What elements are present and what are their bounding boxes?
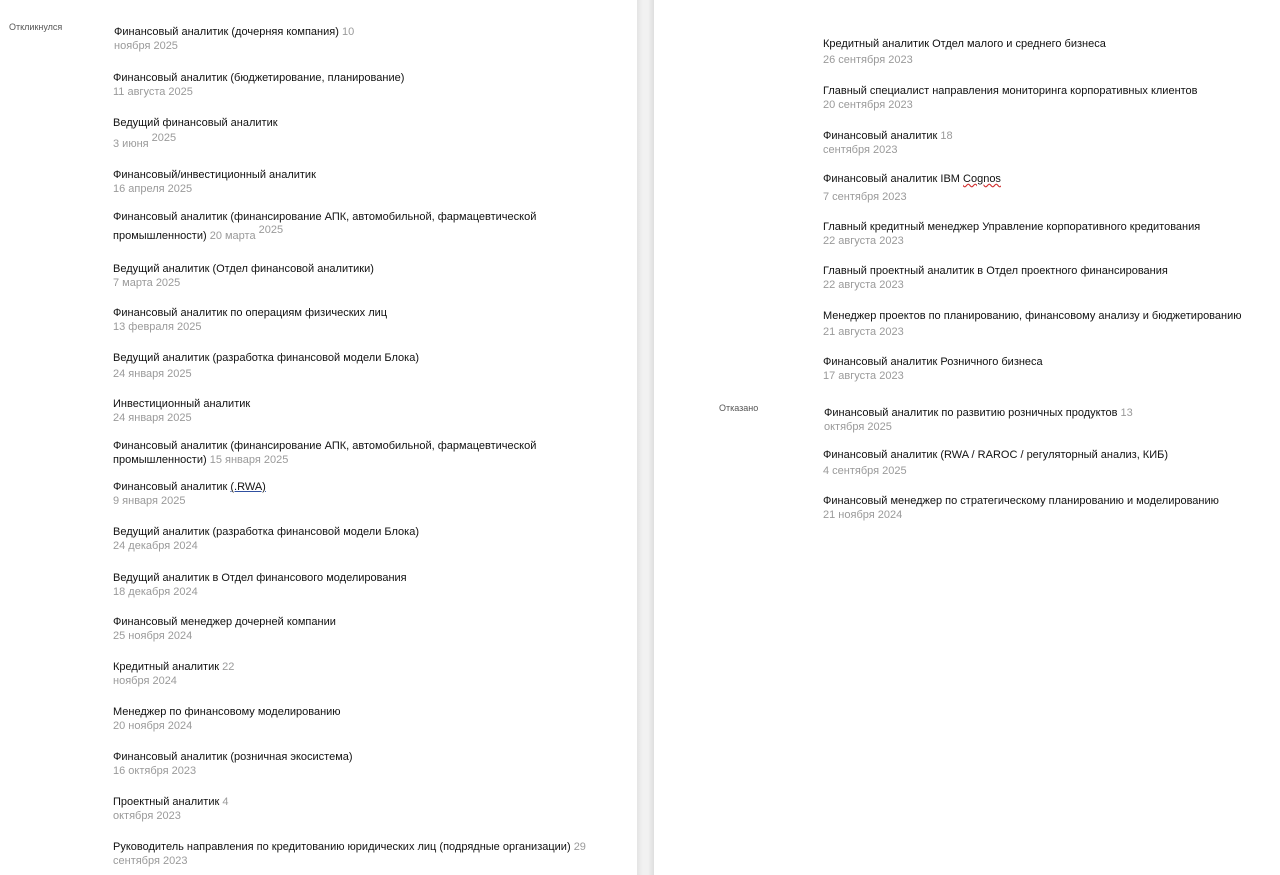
item-date: 10 — [341, 26, 355, 38]
item-date: 22 августа 2023 — [823, 279, 904, 291]
list-item — [113, 306, 583, 334]
item-date: октября 2025 — [824, 421, 892, 433]
list-item — [113, 116, 583, 151]
item-title: промышленности) — [113, 230, 207, 242]
page-gutter — [637, 0, 654, 875]
list-item — [823, 494, 1280, 522]
item-date: 24 января 2025 — [113, 412, 192, 424]
item-date: 11 августа 2025 — [113, 86, 193, 98]
item-date: 21 ноября 2024 — [823, 509, 903, 521]
item-title: Менеджер по финансовому моделированию — [113, 706, 341, 718]
item-date: 20 марта — [209, 230, 256, 242]
list-item — [823, 37, 1280, 67]
item-title: Менеджер проектов по планированию, финансовому анализу и бюджетированию — [823, 310, 1242, 322]
item-date: 2025 — [258, 224, 284, 236]
list-item — [114, 25, 584, 53]
list-item — [823, 309, 1280, 339]
list-item — [113, 480, 583, 508]
item-title: Финансовый/инвестиционный аналитик — [113, 169, 316, 181]
item-title: Финансовый аналитик (финансирование АПК, автомобильной, фармацевтической — [113, 440, 537, 452]
list-item — [113, 705, 583, 733]
item-date: 24 января 2025 — [113, 368, 192, 380]
list-item — [823, 220, 1280, 248]
item-title: Финансовый аналитик по развитию розничных продуктов — [824, 407, 1118, 419]
list-item — [113, 397, 583, 425]
section-label-responded: Откликнулся — [9, 22, 63, 32]
list-item — [113, 351, 583, 381]
item-date: 13 февраля 2025 — [113, 321, 202, 333]
item-date: 16 октября 2023 — [113, 765, 197, 777]
list-item — [823, 84, 1280, 112]
item-title: Проектный аналитик — [113, 796, 220, 808]
item-date: 7 сентября 2023 — [823, 191, 907, 203]
item-date: 4 — [222, 796, 229, 808]
item-date: 20 сентября 2023 — [823, 99, 913, 111]
item-date: ноября 2024 — [113, 675, 177, 687]
item-date: 22 — [222, 661, 235, 673]
item-date: 24 декабря 2024 — [113, 540, 198, 552]
item-title: Финансовый аналитик — [113, 481, 231, 493]
item-title: Ведущий аналитик (разработка финансовой модели Блока) — [113, 352, 420, 364]
item-title: Главный проектный аналитик в Отдел проектного финансирования — [823, 265, 1168, 277]
item-title: Финансовый менеджер дочерней компании — [113, 616, 336, 628]
item-title: Финансовый аналитик (бюджетирование, планирование) — [113, 72, 405, 84]
left-page — [0, 0, 637, 875]
list-item — [823, 448, 1280, 478]
list-item — [823, 355, 1280, 383]
item-title: Ведущий аналитик (разработка финансовой модели Блока) — [113, 526, 420, 538]
item-date: сентября 2023 — [113, 855, 188, 867]
item-title: промышленности) — [113, 454, 207, 466]
item-title: Ведущий финансовый аналитик — [113, 117, 278, 129]
list-item — [113, 71, 583, 99]
item-title: Финансовый аналитик (RWA / RAROC / регуляторный анализ, КИБ) — [823, 449, 1169, 461]
list-item — [113, 439, 613, 467]
item-date: 29 — [573, 841, 586, 853]
item-title: Главный специалист направления мониторинга корпоративных клиентов — [823, 85, 1198, 97]
item-date: сентября 2023 — [823, 144, 898, 156]
item-title: Финансовый аналитик (розничная экосистема) — [113, 751, 353, 763]
item-title: Финансовый аналитик (дочерняя компания) — [114, 26, 339, 38]
item-date: 9 января 2025 — [113, 495, 186, 507]
item-title: Финансовый менеджер по стратегическому планированию и моделированию — [823, 495, 1219, 507]
item-title: Финансовый аналитик IBM — [823, 173, 964, 185]
item-title: Ведущий аналитик (Отдел финансовой аналитики) — [113, 263, 374, 275]
item-title: Финансовый аналитик Розничного бизнеса — [823, 356, 1043, 368]
item-title: Кредитный аналитик Отдел малого и среднего бизнеса — [823, 38, 1106, 50]
list-item — [113, 525, 583, 553]
item-date: 22 августа 2023 — [823, 235, 904, 247]
item-title: Ведущий аналитик в Отдел финансового моделирования — [113, 572, 407, 584]
list-item — [824, 406, 1280, 434]
item-title: Инвестиционный аналитик — [113, 398, 251, 410]
list-item — [113, 262, 583, 290]
item-date: 20 ноября 2024 — [113, 720, 193, 732]
list-item — [113, 168, 583, 196]
item-date: октября 2023 — [113, 810, 181, 822]
list-item — [113, 840, 633, 868]
item-date: 18 — [940, 130, 953, 142]
item-date: 16 апреля 2025 — [113, 183, 193, 195]
item-title: Кредитный аналитик — [113, 661, 220, 673]
item-date: 4 сентября 2025 — [823, 465, 907, 477]
right-page — [654, 0, 1280, 875]
list-item — [823, 264, 1280, 292]
item-date: 13 — [1120, 407, 1133, 419]
item-title: Руководитель направления по кредитованию юридических лиц (подрядные организации) — [113, 841, 571, 853]
rwa-link[interactable]: (.RWA) — [230, 481, 266, 493]
list-item — [823, 172, 1280, 204]
misspelled-word: Cognos — [963, 173, 1001, 185]
item-title: Финансовый аналитик — [823, 130, 938, 142]
item-date: 7 марта 2025 — [113, 277, 181, 289]
list-item — [823, 129, 1280, 157]
item-date: ноября 2025 — [114, 40, 178, 52]
list-item — [113, 795, 583, 823]
item-date: 26 сентября 2023 — [823, 54, 913, 66]
item-date: 25 ноября 2024 — [113, 630, 193, 642]
item-date: 3 июня — [113, 138, 149, 150]
item-title: Главный кредитный менеджер Управление корпоративного кредитования — [823, 221, 1201, 233]
item-date: 18 декабря 2024 — [113, 586, 198, 598]
item-title: Финансовый аналитик (финансирование АПК, автомобильной, фармацевтической — [113, 211, 537, 223]
list-item — [113, 750, 583, 778]
list-item — [113, 615, 583, 643]
item-title: Финансовый аналитик по операциям физических лиц — [113, 307, 388, 319]
list-item — [113, 210, 613, 243]
item-date: 17 августа 2023 — [823, 370, 904, 382]
list-item — [113, 571, 583, 599]
item-date: 2025 — [151, 132, 177, 144]
item-date: 21 августа 2023 — [823, 326, 904, 338]
list-item — [113, 660, 583, 688]
section-label-rejected: Отказано — [719, 403, 759, 413]
item-date: 15 января 2025 — [209, 454, 289, 466]
